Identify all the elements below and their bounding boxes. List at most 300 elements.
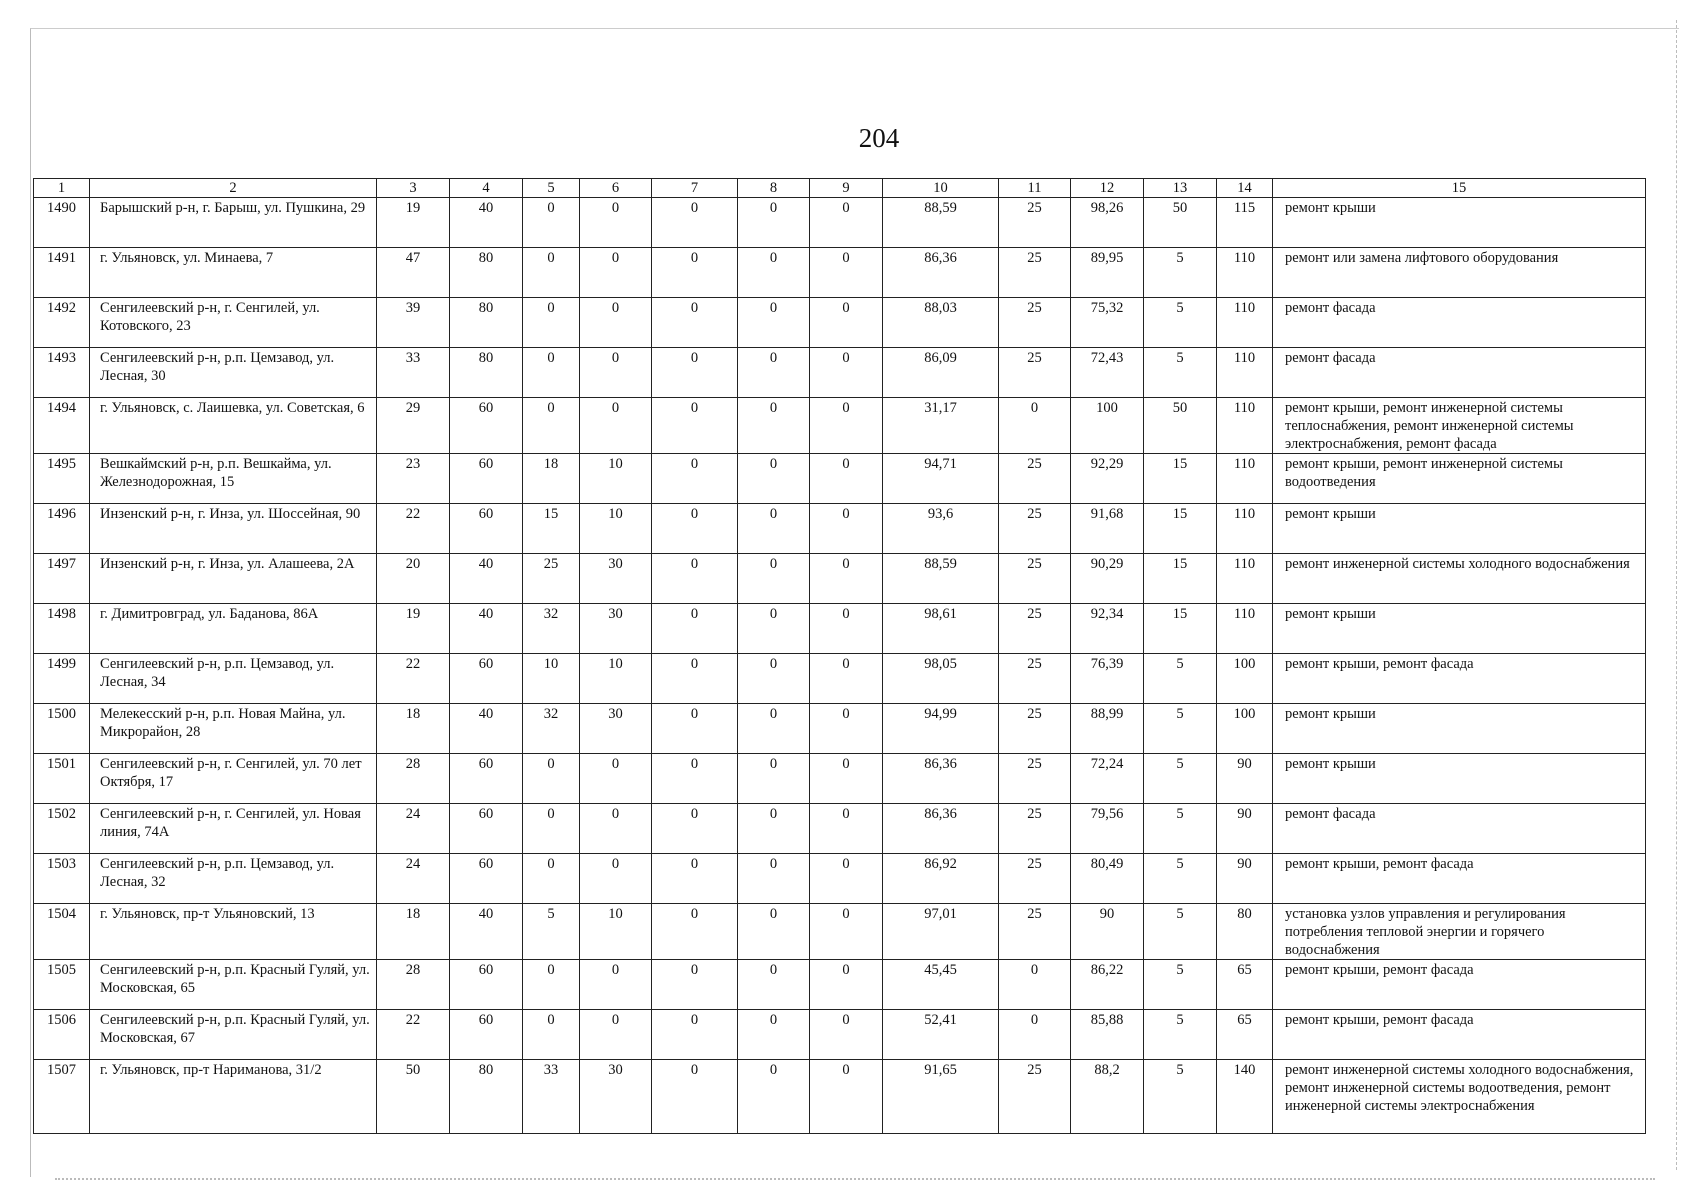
- value-cell-col-11: 25: [999, 904, 1071, 960]
- value-cell-col-11: 0: [999, 1010, 1071, 1060]
- value-cell-col-10: 86,36: [883, 754, 999, 804]
- value-cell-col-3: 33: [377, 348, 450, 398]
- value-cell-col-12: 92,29: [1071, 454, 1144, 504]
- value-cell-col-14: 100: [1217, 704, 1273, 754]
- row-number: 1504: [34, 904, 90, 960]
- row-number: 1490: [34, 198, 90, 248]
- value-cell-col-3: 28: [377, 960, 450, 1010]
- value-cell-col-13: 15: [1144, 554, 1217, 604]
- address-cell: г. Ульяновск, пр-т Нариманова, 31/2: [90, 1060, 377, 1134]
- column-header-12: 12: [1071, 179, 1144, 198]
- value-cell-col-13: 15: [1144, 504, 1217, 554]
- table-row: [34, 654, 1646, 704]
- value-cell-col-8: 0: [738, 604, 810, 654]
- table-row: [34, 704, 1646, 754]
- value-cell-col-5: 0: [523, 298, 580, 348]
- value-cell-col-8: 0: [738, 854, 810, 904]
- value-cell-col-7: 0: [652, 1060, 738, 1134]
- work-type-cell: ремонт крыши, ремонт фасада: [1273, 654, 1646, 704]
- value-cell-col-8: 0: [738, 1010, 810, 1060]
- value-cell-col-4: 60: [450, 654, 523, 704]
- value-cell-col-6: 10: [580, 504, 652, 554]
- row-number: 1492: [34, 298, 90, 348]
- value-cell-col-10: 86,36: [883, 248, 999, 298]
- value-cell-col-6: 0: [580, 298, 652, 348]
- value-cell-col-13: 15: [1144, 454, 1217, 504]
- value-cell-col-6: 30: [580, 1060, 652, 1134]
- value-cell-col-5: 10: [523, 654, 580, 704]
- value-cell-col-7: 0: [652, 704, 738, 754]
- value-cell-col-4: 40: [450, 604, 523, 654]
- value-cell-col-8: 0: [738, 504, 810, 554]
- value-cell-col-13: 5: [1144, 348, 1217, 398]
- value-cell-col-5: 0: [523, 398, 580, 454]
- value-cell-col-9: 0: [810, 398, 883, 454]
- value-cell-col-7: 0: [652, 398, 738, 454]
- value-cell-col-12: 72,43: [1071, 348, 1144, 398]
- value-cell-col-9: 0: [810, 348, 883, 398]
- value-cell-col-7: 0: [652, 198, 738, 248]
- address-cell: Вешкаймский р-н, р.п. Вешкайма, ул. Железнодорожная, 15: [90, 454, 377, 504]
- value-cell-col-12: 91,68: [1071, 504, 1144, 554]
- work-type-cell: ремонт или замена лифтового оборудования: [1273, 248, 1646, 298]
- value-cell-col-12: 89,95: [1071, 248, 1144, 298]
- value-cell-col-10: 94,99: [883, 704, 999, 754]
- value-cell-col-4: 40: [450, 704, 523, 754]
- column-header-11: 11: [999, 179, 1071, 198]
- address-cell: Сенгилеевский р-н, г. Сенгилей, ул. 70 лет Октября, 17: [90, 754, 377, 804]
- value-cell-col-4: 80: [450, 298, 523, 348]
- value-cell-col-4: 40: [450, 554, 523, 604]
- value-cell-col-5: 25: [523, 554, 580, 604]
- value-cell-col-11: 25: [999, 1060, 1071, 1134]
- value-cell-col-11: 0: [999, 398, 1071, 454]
- value-cell-col-7: 0: [652, 248, 738, 298]
- work-type-cell: ремонт крыши: [1273, 604, 1646, 654]
- address-cell: Сенгилеевский р-н, р.п. Цемзавод, ул. Лесная, 32: [90, 854, 377, 904]
- value-cell-col-3: 22: [377, 1010, 450, 1060]
- value-cell-col-4: 80: [450, 248, 523, 298]
- value-cell-col-8: 0: [738, 904, 810, 960]
- row-number: 1493: [34, 348, 90, 398]
- table-row: [34, 554, 1646, 604]
- value-cell-col-5: 0: [523, 854, 580, 904]
- value-cell-col-14: 110: [1217, 604, 1273, 654]
- value-cell-col-13: 5: [1144, 854, 1217, 904]
- column-header-15: 15: [1273, 179, 1646, 198]
- value-cell-col-9: 0: [810, 654, 883, 704]
- value-cell-col-12: 90: [1071, 904, 1144, 960]
- value-cell-col-4: 60: [450, 1010, 523, 1060]
- value-cell-col-7: 0: [652, 1010, 738, 1060]
- value-cell-col-11: 25: [999, 454, 1071, 504]
- value-cell-col-13: 5: [1144, 754, 1217, 804]
- value-cell-col-3: 24: [377, 804, 450, 854]
- value-cell-col-3: 19: [377, 198, 450, 248]
- value-cell-col-12: 98,26: [1071, 198, 1144, 248]
- value-cell-col-14: 90: [1217, 754, 1273, 804]
- value-cell-col-6: 0: [580, 198, 652, 248]
- address-cell: Сенгилеевский р-н, г. Сенгилей, ул. Котовского, 23: [90, 298, 377, 348]
- value-cell-col-10: 93,6: [883, 504, 999, 554]
- column-header-4: 4: [450, 179, 523, 198]
- value-cell-col-10: 86,92: [883, 854, 999, 904]
- value-cell-col-13: 5: [1144, 248, 1217, 298]
- value-cell-col-9: 0: [810, 1060, 883, 1134]
- value-cell-col-5: 32: [523, 604, 580, 654]
- address-cell: г. Ульяновск, ул. Минаева, 7: [90, 248, 377, 298]
- table-body: [34, 198, 1646, 1134]
- value-cell-col-10: 31,17: [883, 398, 999, 454]
- work-type-cell: ремонт фасада: [1273, 348, 1646, 398]
- value-cell-col-9: 0: [810, 604, 883, 654]
- value-cell-col-14: 110: [1217, 298, 1273, 348]
- value-cell-col-3: 22: [377, 504, 450, 554]
- row-number: 1497: [34, 554, 90, 604]
- value-cell-col-5: 0: [523, 198, 580, 248]
- value-cell-col-13: 15: [1144, 604, 1217, 654]
- value-cell-col-9: 0: [810, 554, 883, 604]
- value-cell-col-12: 90,29: [1071, 554, 1144, 604]
- value-cell-col-14: 65: [1217, 1010, 1273, 1060]
- value-cell-col-3: 19: [377, 604, 450, 654]
- value-cell-col-5: 0: [523, 348, 580, 398]
- value-cell-col-7: 0: [652, 348, 738, 398]
- value-cell-col-12: 100: [1071, 398, 1144, 454]
- value-cell-col-6: 10: [580, 654, 652, 704]
- table-row: [34, 804, 1646, 854]
- value-cell-col-8: 0: [738, 654, 810, 704]
- value-cell-col-6: 10: [580, 454, 652, 504]
- address-cell: Инзенский р-н, г. Инза, ул. Шоссейная, 90: [90, 504, 377, 554]
- value-cell-col-4: 80: [450, 1060, 523, 1134]
- table-row: [34, 1060, 1646, 1134]
- value-cell-col-3: 29: [377, 398, 450, 454]
- value-cell-col-8: 0: [738, 198, 810, 248]
- table-row: [34, 904, 1646, 960]
- address-cell: Инзенский р-н, г. Инза, ул. Алашеева, 2А: [90, 554, 377, 604]
- value-cell-col-6: 0: [580, 348, 652, 398]
- value-cell-col-7: 0: [652, 854, 738, 904]
- value-cell-col-8: 0: [738, 804, 810, 854]
- value-cell-col-9: 0: [810, 504, 883, 554]
- value-cell-col-8: 0: [738, 554, 810, 604]
- work-type-cell: ремонт инженерной системы холодного водоснабжения, ремонт инженерной системы водоотведения, ремонт инженерной системы электроснабжения: [1273, 1060, 1646, 1134]
- address-cell: Барышский р-н, г. Барыш, ул. Пушкина, 29: [90, 198, 377, 248]
- scan-edge-bottom: [55, 1178, 1655, 1180]
- registry-table: [33, 178, 1646, 1134]
- value-cell-col-3: 22: [377, 654, 450, 704]
- row-number: 1507: [34, 1060, 90, 1134]
- value-cell-col-14: 80: [1217, 904, 1273, 960]
- value-cell-col-13: 5: [1144, 1060, 1217, 1134]
- table-row: [34, 198, 1646, 248]
- value-cell-col-13: 5: [1144, 804, 1217, 854]
- value-cell-col-11: 25: [999, 504, 1071, 554]
- value-cell-col-4: 60: [450, 754, 523, 804]
- value-cell-col-5: 0: [523, 1010, 580, 1060]
- value-cell-col-14: 140: [1217, 1060, 1273, 1134]
- address-cell: Мелекесский р-н, р.п. Новая Майна, ул. Микрорайон, 28: [90, 704, 377, 754]
- value-cell-col-4: 60: [450, 504, 523, 554]
- value-cell-col-7: 0: [652, 904, 738, 960]
- address-cell: Сенгилеевский р-н, р.п. Цемзавод, ул. Лесная, 30: [90, 348, 377, 398]
- value-cell-col-9: 0: [810, 960, 883, 1010]
- address-cell: Сенгилеевский р-н, р.п. Красный Гуляй, ул. Московская, 67: [90, 1010, 377, 1060]
- value-cell-col-3: 50: [377, 1060, 450, 1134]
- work-type-cell: ремонт фасада: [1273, 298, 1646, 348]
- value-cell-col-8: 0: [738, 454, 810, 504]
- work-type-cell: ремонт крыши: [1273, 704, 1646, 754]
- value-cell-col-11: 25: [999, 298, 1071, 348]
- column-header-5: 5: [523, 179, 580, 198]
- work-type-cell: ремонт крыши, ремонт инженерной системы теплоснабжения, ремонт инженерной системы электроснабжения, ремонт фасада: [1273, 398, 1646, 454]
- value-cell-col-9: 0: [810, 454, 883, 504]
- value-cell-col-8: 0: [738, 754, 810, 804]
- value-cell-col-12: 92,34: [1071, 604, 1144, 654]
- work-type-cell: ремонт крыши, ремонт фасада: [1273, 1010, 1646, 1060]
- value-cell-col-6: 0: [580, 854, 652, 904]
- value-cell-col-5: 0: [523, 754, 580, 804]
- table-row: [34, 398, 1646, 454]
- value-cell-col-3: 18: [377, 904, 450, 960]
- value-cell-col-4: 60: [450, 804, 523, 854]
- value-cell-col-13: 50: [1144, 198, 1217, 248]
- row-number: 1496: [34, 504, 90, 554]
- value-cell-col-9: 0: [810, 804, 883, 854]
- work-type-cell: ремонт крыши, ремонт фасада: [1273, 960, 1646, 1010]
- table-row: [34, 604, 1646, 654]
- value-cell-col-14: 90: [1217, 854, 1273, 904]
- value-cell-col-9: 0: [810, 754, 883, 804]
- value-cell-col-12: 88,2: [1071, 1060, 1144, 1134]
- column-header-7: 7: [652, 179, 738, 198]
- column-header-10: 10: [883, 179, 999, 198]
- row-number: 1506: [34, 1010, 90, 1060]
- value-cell-col-11: 25: [999, 654, 1071, 704]
- address-cell: г. Ульяновск, с. Лаишевка, ул. Советская, 6: [90, 398, 377, 454]
- value-cell-col-5: 5: [523, 904, 580, 960]
- value-cell-col-10: 86,09: [883, 348, 999, 398]
- value-cell-col-4: 60: [450, 454, 523, 504]
- value-cell-col-13: 5: [1144, 1010, 1217, 1060]
- value-cell-col-5: 18: [523, 454, 580, 504]
- work-type-cell: ремонт крыши, ремонт инженерной системы водоотведения: [1273, 454, 1646, 504]
- value-cell-col-3: 47: [377, 248, 450, 298]
- work-type-cell: ремонт фасада: [1273, 804, 1646, 854]
- row-number: 1491: [34, 248, 90, 298]
- value-cell-col-3: 18: [377, 704, 450, 754]
- value-cell-col-7: 0: [652, 504, 738, 554]
- column-header-2: 2: [90, 179, 377, 198]
- value-cell-col-6: 0: [580, 960, 652, 1010]
- value-cell-col-13: 5: [1144, 960, 1217, 1010]
- value-cell-col-12: 72,24: [1071, 754, 1144, 804]
- value-cell-col-5: 33: [523, 1060, 580, 1134]
- value-cell-col-4: 60: [450, 398, 523, 454]
- value-cell-col-8: 0: [738, 398, 810, 454]
- value-cell-col-10: 52,41: [883, 1010, 999, 1060]
- table-header: [34, 179, 1646, 198]
- column-header-9: 9: [810, 179, 883, 198]
- table-row: [34, 1010, 1646, 1060]
- header-row: [34, 179, 1646, 198]
- value-cell-col-10: 88,03: [883, 298, 999, 348]
- value-cell-col-6: 30: [580, 604, 652, 654]
- value-cell-col-14: 100: [1217, 654, 1273, 704]
- value-cell-col-5: 32: [523, 704, 580, 754]
- value-cell-col-7: 0: [652, 454, 738, 504]
- value-cell-col-13: 5: [1144, 904, 1217, 960]
- work-type-cell: ремонт инженерной системы холодного водоснабжения: [1273, 554, 1646, 604]
- value-cell-col-10: 97,01: [883, 904, 999, 960]
- value-cell-col-7: 0: [652, 960, 738, 1010]
- value-cell-col-14: 110: [1217, 554, 1273, 604]
- table-row: [34, 854, 1646, 904]
- value-cell-col-4: 80: [450, 348, 523, 398]
- value-cell-col-13: 5: [1144, 654, 1217, 704]
- value-cell-col-3: 24: [377, 854, 450, 904]
- value-cell-col-6: 0: [580, 398, 652, 454]
- value-cell-col-3: 23: [377, 454, 450, 504]
- value-cell-col-10: 94,71: [883, 454, 999, 504]
- value-cell-col-7: 0: [652, 804, 738, 854]
- address-cell: г. Ульяновск, пр-т Ульяновский, 13: [90, 904, 377, 960]
- value-cell-col-14: 110: [1217, 348, 1273, 398]
- value-cell-col-9: 0: [810, 298, 883, 348]
- column-header-14: 14: [1217, 179, 1273, 198]
- address-cell: г. Димитровград, ул. Баданова, 86А: [90, 604, 377, 654]
- address-cell: Сенгилеевский р-н, р.п. Цемзавод, ул. Лесная, 34: [90, 654, 377, 704]
- page-number: 204: [858, 123, 900, 153]
- value-cell-col-10: 98,61: [883, 604, 999, 654]
- value-cell-col-10: 45,45: [883, 960, 999, 1010]
- value-cell-col-10: 91,65: [883, 1060, 999, 1134]
- value-cell-col-11: 25: [999, 754, 1071, 804]
- value-cell-col-3: 28: [377, 754, 450, 804]
- table-row: [34, 754, 1646, 804]
- value-cell-col-5: 0: [523, 248, 580, 298]
- row-number: 1500: [34, 704, 90, 754]
- value-cell-col-3: 39: [377, 298, 450, 348]
- value-cell-col-8: 0: [738, 704, 810, 754]
- value-cell-col-12: 85,88: [1071, 1010, 1144, 1060]
- value-cell-col-8: 0: [738, 1060, 810, 1134]
- value-cell-col-4: 60: [450, 854, 523, 904]
- table-row: [34, 298, 1646, 348]
- row-number: 1502: [34, 804, 90, 854]
- value-cell-col-7: 0: [652, 298, 738, 348]
- value-cell-col-8: 0: [738, 298, 810, 348]
- value-cell-col-6: 0: [580, 248, 652, 298]
- row-number: 1501: [34, 754, 90, 804]
- address-cell: Сенгилеевский р-н, г. Сенгилей, ул. Новая линия, 74А: [90, 804, 377, 854]
- value-cell-col-4: 40: [450, 198, 523, 248]
- value-cell-col-5: 0: [523, 804, 580, 854]
- work-type-cell: ремонт крыши: [1273, 754, 1646, 804]
- column-header-6: 6: [580, 179, 652, 198]
- value-cell-col-8: 0: [738, 960, 810, 1010]
- value-cell-col-11: 25: [999, 554, 1071, 604]
- address-cell: Сенгилеевский р-н, р.п. Красный Гуляй, ул. Московская, 65: [90, 960, 377, 1010]
- value-cell-col-14: 110: [1217, 248, 1273, 298]
- value-cell-col-12: 75,32: [1071, 298, 1144, 348]
- row-number: 1498: [34, 604, 90, 654]
- value-cell-col-12: 80,49: [1071, 854, 1144, 904]
- value-cell-col-14: 65: [1217, 960, 1273, 1010]
- value-cell-col-4: 40: [450, 904, 523, 960]
- column-header-8: 8: [738, 179, 810, 198]
- row-number: 1505: [34, 960, 90, 1010]
- value-cell-col-3: 20: [377, 554, 450, 604]
- table-row: [34, 504, 1646, 554]
- work-type-cell: установка узлов управления и регулирования потребления тепловой энергии и горячего водоснабжения: [1273, 904, 1646, 960]
- value-cell-col-11: 25: [999, 604, 1071, 654]
- value-cell-col-7: 0: [652, 754, 738, 804]
- value-cell-col-11: 25: [999, 854, 1071, 904]
- value-cell-col-9: 0: [810, 854, 883, 904]
- value-cell-col-14: 90: [1217, 804, 1273, 854]
- value-cell-col-8: 0: [738, 248, 810, 298]
- value-cell-col-6: 30: [580, 554, 652, 604]
- value-cell-col-11: 25: [999, 348, 1071, 398]
- value-cell-col-7: 0: [652, 654, 738, 704]
- value-cell-col-11: 0: [999, 960, 1071, 1010]
- value-cell-col-10: 98,05: [883, 654, 999, 704]
- row-number: 1503: [34, 854, 90, 904]
- table-row: [34, 248, 1646, 298]
- column-header-1: 1: [34, 179, 90, 198]
- scan-edge: [1676, 20, 1678, 1170]
- row-number: 1495: [34, 454, 90, 504]
- value-cell-col-11: 25: [999, 248, 1071, 298]
- value-cell-col-14: 110: [1217, 504, 1273, 554]
- value-cell-col-13: 5: [1144, 704, 1217, 754]
- value-cell-col-12: 88,99: [1071, 704, 1144, 754]
- work-type-cell: ремонт крыши, ремонт фасада: [1273, 854, 1646, 904]
- value-cell-col-6: 10: [580, 904, 652, 960]
- value-cell-col-5: 0: [523, 960, 580, 1010]
- value-cell-col-4: 60: [450, 960, 523, 1010]
- value-cell-col-9: 0: [810, 904, 883, 960]
- value-cell-col-6: 0: [580, 754, 652, 804]
- value-cell-col-12: 86,22: [1071, 960, 1144, 1010]
- value-cell-col-7: 0: [652, 554, 738, 604]
- row-number: 1499: [34, 654, 90, 704]
- column-header-13: 13: [1144, 179, 1217, 198]
- work-type-cell: ремонт крыши: [1273, 198, 1646, 248]
- value-cell-col-9: 0: [810, 248, 883, 298]
- value-cell-col-11: 25: [999, 804, 1071, 854]
- value-cell-col-14: 115: [1217, 198, 1273, 248]
- value-cell-col-5: 15: [523, 504, 580, 554]
- value-cell-col-6: 0: [580, 804, 652, 854]
- table-row: [34, 348, 1646, 398]
- value-cell-col-14: 110: [1217, 398, 1273, 454]
- value-cell-col-11: 25: [999, 198, 1071, 248]
- table-row: [34, 454, 1646, 504]
- value-cell-col-14: 110: [1217, 454, 1273, 504]
- value-cell-col-7: 0: [652, 604, 738, 654]
- column-header-3: 3: [377, 179, 450, 198]
- value-cell-col-6: 30: [580, 704, 652, 754]
- table-row: [34, 960, 1646, 1010]
- value-cell-col-9: 0: [810, 704, 883, 754]
- row-number: 1494: [34, 398, 90, 454]
- value-cell-col-9: 0: [810, 198, 883, 248]
- value-cell-col-11: 25: [999, 704, 1071, 754]
- value-cell-col-10: 88,59: [883, 554, 999, 604]
